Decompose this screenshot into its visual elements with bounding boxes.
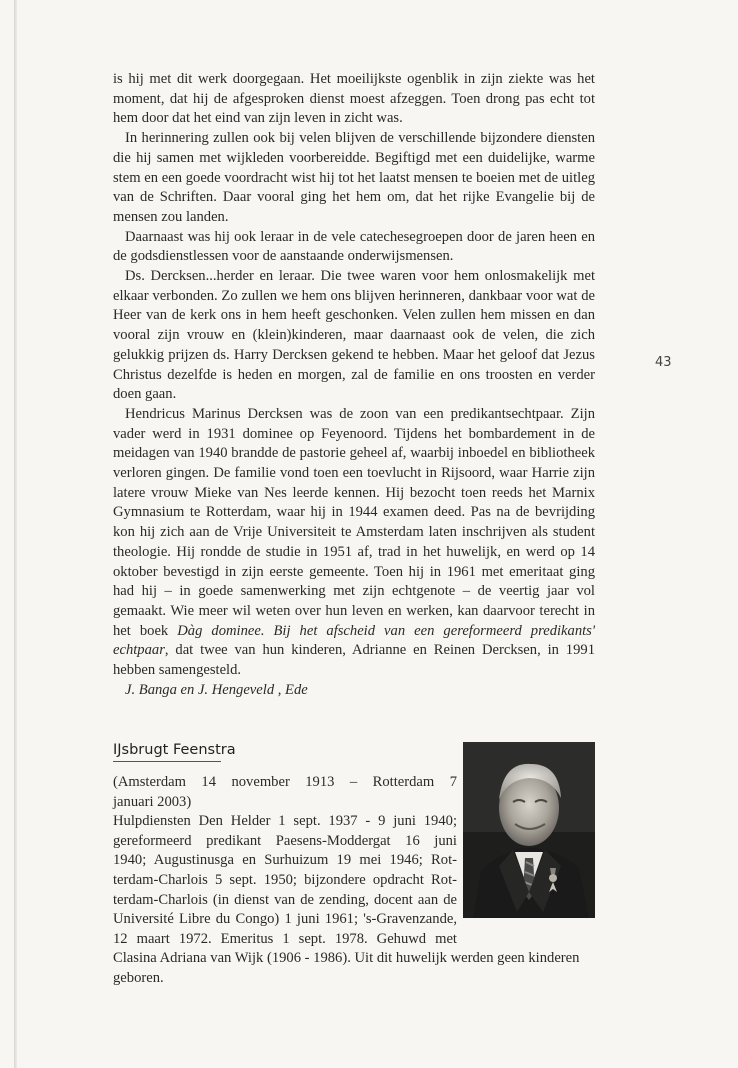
bio-line: terdam-Charlois 5 sept. 1950; bijzondere opdracht Rot- <box>113 871 457 888</box>
paragraph: is hij met dit werk doorgegaan. Het moeilijkste ogenblik in zijn ziekte was het moment, dat hij de afgesproken dienst moest afzeggen. Toen drong pas echt tot hem door dat het eind van zijn leven in zicht was. <box>113 71 595 127</box>
signature: J. Banga en J. Hengeveld , Ede <box>125 681 308 698</box>
bio-line: (Amsterdam 14 november 1913 – Rotterdam 7 <box>113 774 457 790</box>
obituary-text <box>113 70 595 701</box>
book-title: Dàg dominee. Bij het afscheid van een gereformeerd predikants' echtpaar <box>113 622 595 659</box>
section-title: IJsbrugt Feenstra <box>113 742 236 758</box>
bio-line: Université Libre du Congo) 1 juni 1961; 's-Gravenzande, <box>113 911 457 928</box>
bio-line: Hulpdiensten Den Helder 1 sept. 1937 - 9 juni 1940; <box>113 813 457 830</box>
bio-line: terdam-Charlois (in dienst van de zending, docent aan de <box>113 891 457 908</box>
bio-line: januari 2003) <box>113 793 192 810</box>
page-number: 43 <box>655 355 672 370</box>
bio-line: 12 maart 1972. Emeritus 1 sept. 1978. Gehuwd met <box>113 930 457 947</box>
paragraph: Daarnaast was hij ook leraar in de vele catechesegroepen door de jaren heen en de godsdienstlessen voor de aanstaande onderwijsmensen. <box>113 228 595 265</box>
paragraph-text: Hendricus Marinus Dercksen was de zoon van een predikantsechtpaar. Zijn vader werd in 1931 dominee op Feyenoord. Tijdens het bombardement in de meidagen van 1940 brandde de pastorie geheel af, waarbij inboedel en bibliotheek verloren gingen. De familie vond toen een toevlucht in Rijsoord, waar Harrie zijn latere vrouw Mieke van Nes leerde kennen. Hij bezocht toen reeds het Marnix Gymnasium te Rotterdam, waar hij in 1944 examen deed. Pas na de bevrijding kon hij zich aan de Vrije Universiteit te Amsterdam laten inschrijven als student theologie. Hij rondde de studie in 1951 af, trad in het huwelijk, en werd op 14 oktober bevestigd in zijn eerste gemeente. Toen hij in 1961 met emeritaat ging had hij – in goede samenwerking met zijn echtgenote – de veertig jaar vol gemaakt. Wie meer wil weten over hun leven en werken, kan daarvoor terecht in het boek <box>113 405 595 639</box>
bio-line: Clasina Adriana van Wijk (1906 - 1986). Uit dit huwelijk werden geen kinderen <box>113 950 580 967</box>
paragraph-end: , dat twee van hun kinderen, Adrianne en Reinen Dercksen, in 1991 hebben samengesteld. <box>113 642 595 679</box>
bio-line: gereformeerd predikant Paesens-Moddergat 16 juni <box>113 832 457 849</box>
paragraph <box>113 405 595 681</box>
paragraph: In herinnering zullen ook bij velen blijven de verschillende bijzondere diensten die hij samen met wijkleden voorbereidde. Begiftigd met een duidelijke, warme stem en een goede voordracht wist hij tot het laatst mensen te boeien met de uitleg van de Schriften. Daar vooral ging het hem om, dat het rijke Evangelie bij de mensen zou landen. <box>113 130 595 225</box>
page-spine <box>14 0 17 1068</box>
biography <box>113 773 595 989</box>
bio-line: 1940; Augustinusga en Surhuizum 19 mei 1946; Rot- <box>113 852 457 869</box>
bio-line: geboren. <box>113 969 164 986</box>
paragraph: Ds. Dercksen...herder en leraar. Die twee waren voor hem onlosmakelijk met elkaar verbonden. Zo zullen we hem ons blijven herinneren, dankbaar voor wat de Heer van de kerk ons in hem heeft geschonken. Velen zullen hem missen en dan vooral zijn vrouw en (klein)kinderen, maar daarnaast ook de velen, die zich gelukkig prijzen ds. Harry Dercksen gekend te hebben. Maar het geloof dat Jezus Christus dezelfde is heden en morgen, zal de familie en ons troosten en verder doen gaan. <box>113 268 595 403</box>
title-underline <box>113 761 221 762</box>
